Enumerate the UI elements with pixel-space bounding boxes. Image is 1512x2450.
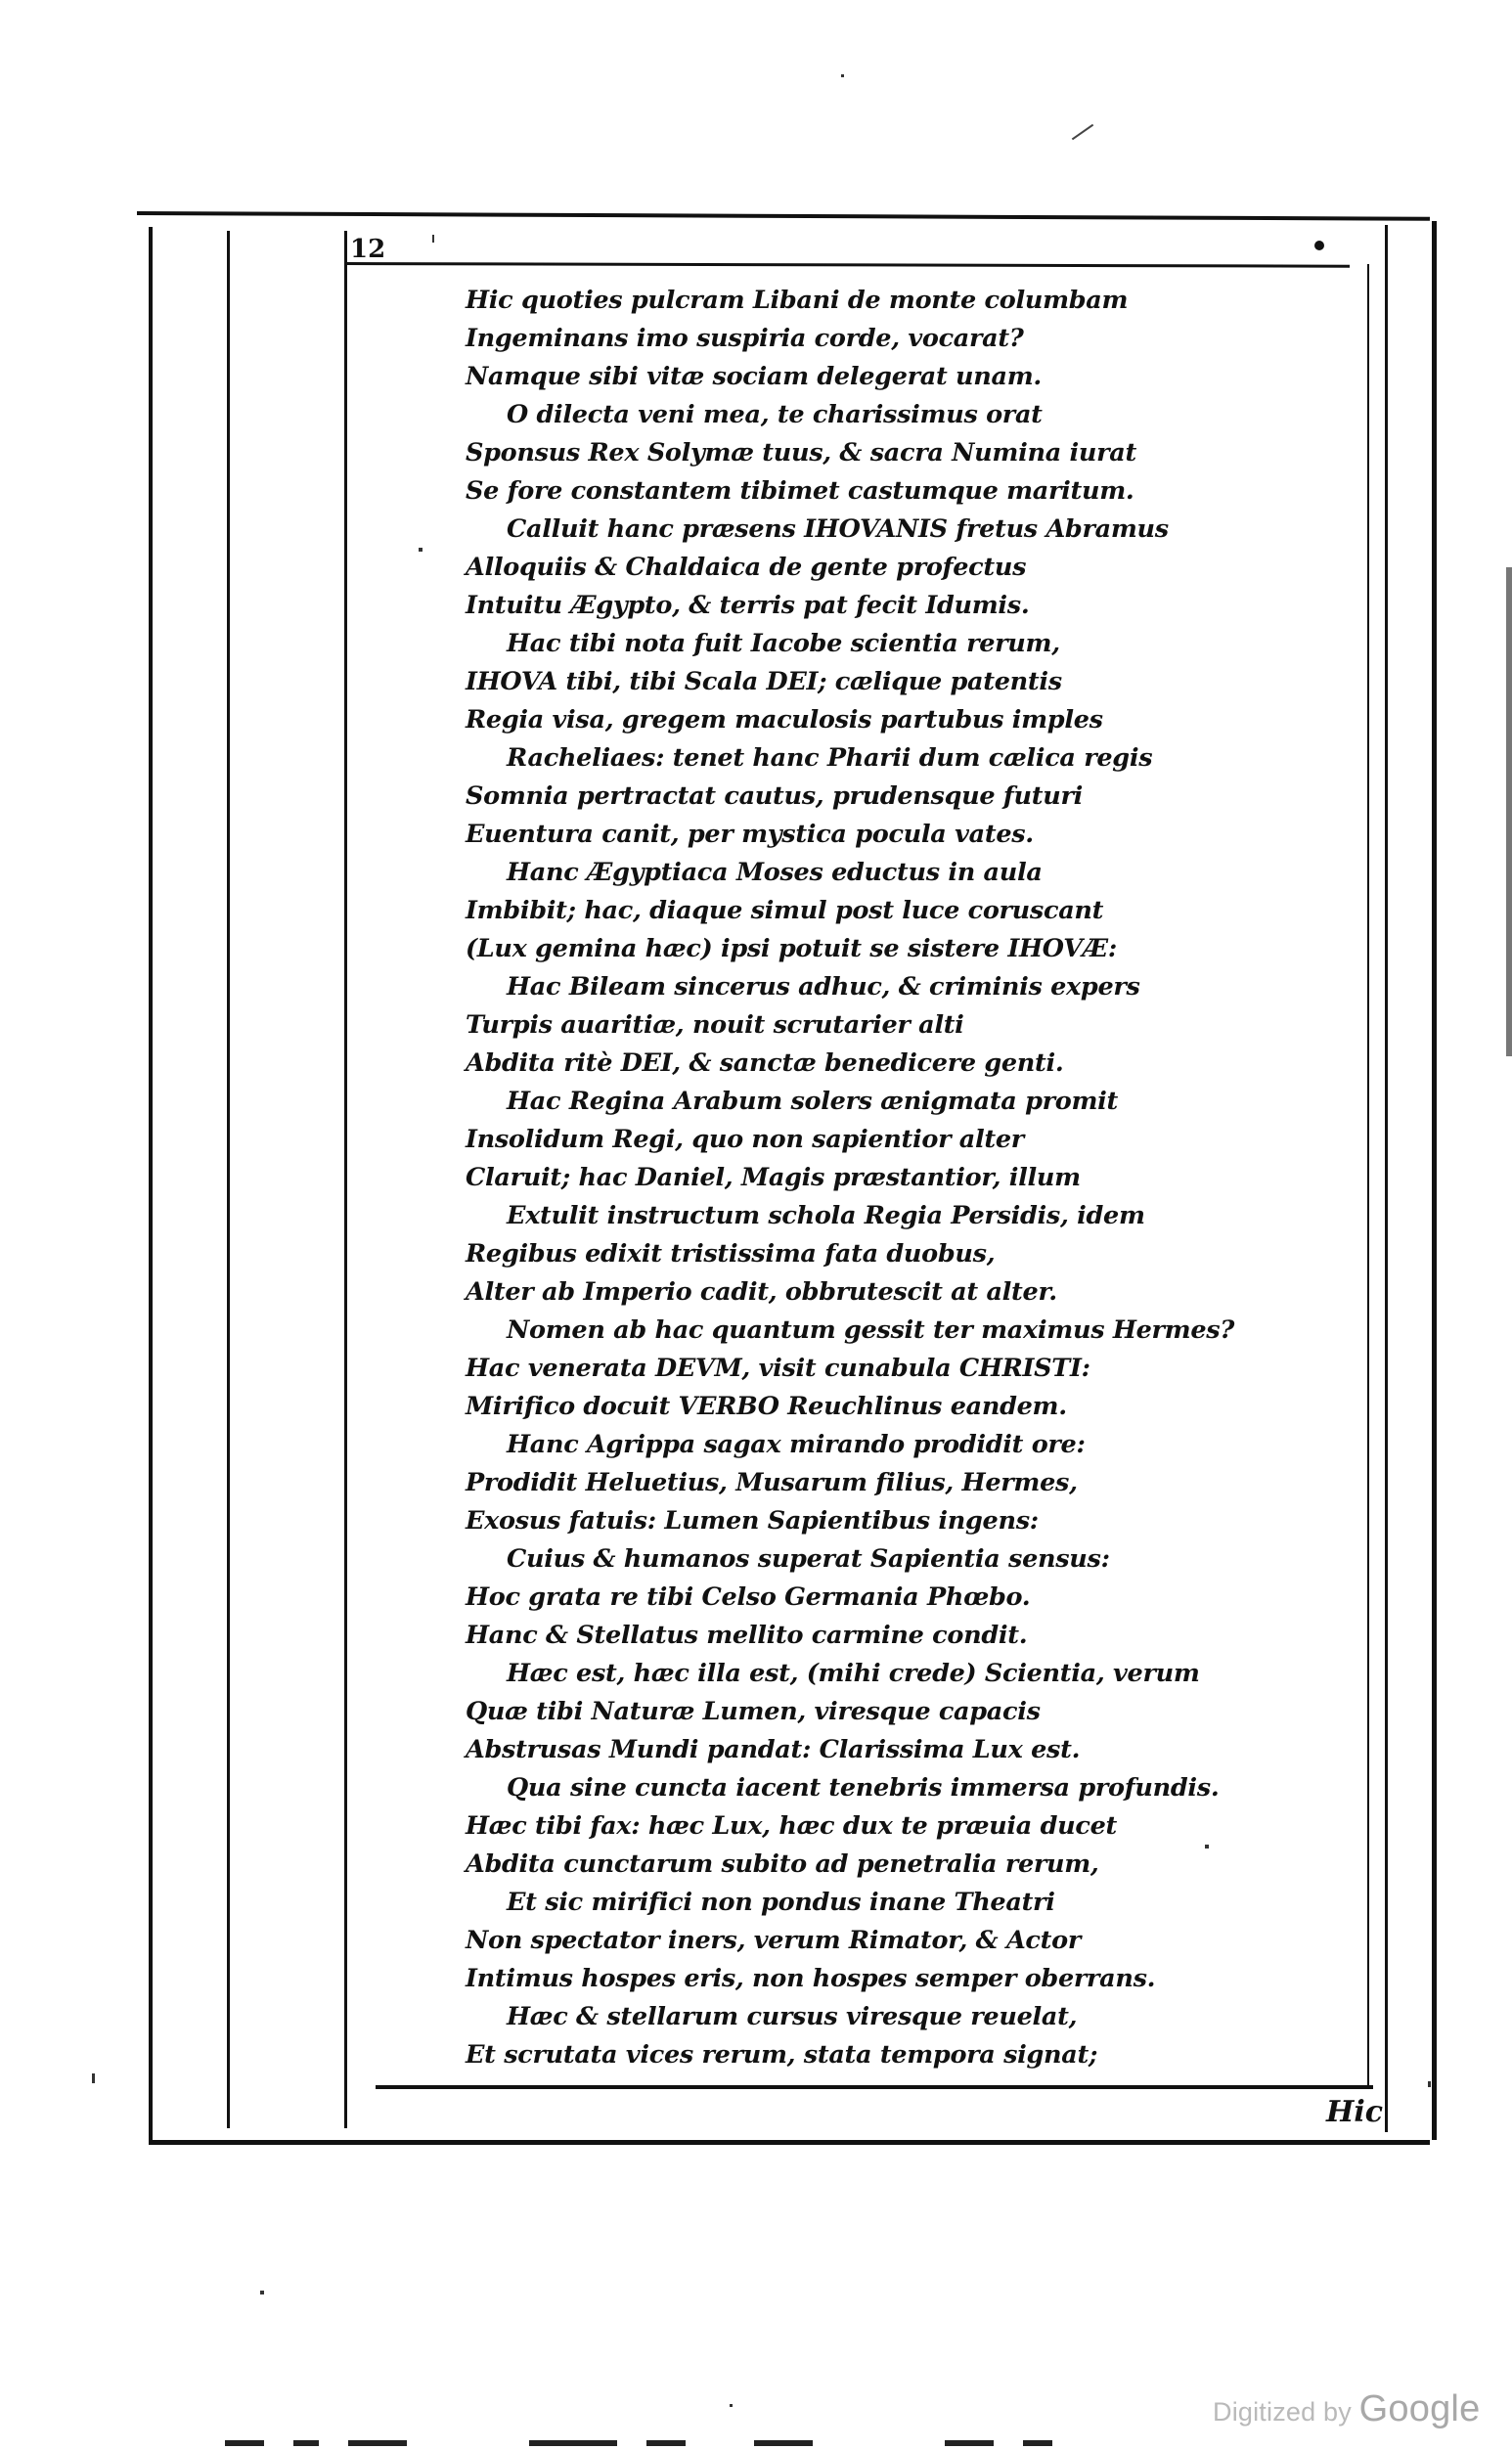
catchword: Hic	[1326, 2095, 1384, 2129]
outer-bottom-rule	[149, 2140, 1430, 2145]
left-margin-rule-inner	[344, 231, 347, 2128]
left-margin-rule-outer	[149, 227, 153, 2140]
scan-speck	[419, 548, 422, 552]
verse-line: Prodidit Heluetius, Musarum filius, Hermes,	[466, 1468, 1078, 1497]
google-logo: Google	[1358, 2388, 1481, 2429]
verse-line: Hæc est, hæc illa est, (mihi crede) Scientia, verum	[507, 1659, 1200, 1688]
scan-speck	[841, 74, 844, 77]
verse-line: Intimus hospes eris, non hospes semper oberrans.	[466, 1964, 1156, 1993]
verse-line: Extulit instructum schola Regia Persidis, idem	[507, 1201, 1145, 1230]
verse-line: Sponsus Rex Solymæ tuus, & sacra Numina iurat	[466, 438, 1136, 468]
right-margin-rule-outer	[1432, 221, 1437, 2140]
text-block-right-rule	[1367, 264, 1369, 2087]
verse-line: Regia visa, gregem maculosis partubus imples	[466, 705, 1103, 735]
verse-line: O dilecta veni mea, te charissimus orat	[507, 400, 1043, 429]
verse-line: Calluit hanc præsens IHOVANIS fretus Abramus	[507, 514, 1169, 544]
verse-line: Hæc & stellarum cursus viresque reuelat,	[507, 2002, 1078, 2031]
digitized-watermark	[1213, 2388, 1480, 2430]
verse-line: Ingeminans imo suspiria corde, vocarat?	[466, 324, 1024, 353]
verse-line: Hac Bileam sincerus adhuc, & criminis expers	[507, 972, 1140, 1002]
header-rule	[344, 262, 1350, 268]
verse-line: IHOVA tibi, tibi Scala DEI; cælique patentis	[466, 667, 1062, 696]
verse-line: Hæc tibi fax: hæc Lux, hæc dux te præuia ducet	[466, 1811, 1118, 1841]
left-margin-rule-middle	[227, 231, 230, 2128]
outer-top-rule	[137, 211, 1430, 221]
scan-speck	[432, 235, 434, 243]
verse-line: Hac Regina Arabum solers ænigmata promit	[507, 1087, 1119, 1116]
verse-block	[466, 282, 1346, 2074]
verse-line: Cuius & humanos superat Sapientia sensus:	[507, 1544, 1110, 1574]
scan-scratch	[1072, 124, 1093, 141]
scan-speck	[1205, 1845, 1209, 1849]
verse-line: Alloquiis & Chaldaica de gente profectus	[466, 553, 1027, 582]
verse-line: Abdita ritè DEI, & sanctæ benedicere genti.	[466, 1048, 1064, 1078]
verse-line: Hic quoties pulcram Libani de monte columbam	[466, 286, 1129, 315]
watermark-prefix: Digitized by	[1213, 2397, 1352, 2427]
verse-line: Nomen ab hac quantum gessit ter maximus Hermes?	[507, 1315, 1234, 1345]
scan-speck	[730, 2404, 733, 2407]
verse-line: Hac venerata DEVM, visit cunabula CHRISTI:	[466, 1354, 1090, 1383]
verse-line: Se fore constantem tibimet castumque maritum.	[466, 476, 1134, 506]
verse-line: Somnia pertractat cautus, prudensque futuri	[466, 781, 1084, 811]
verse-line: Alter ab Imperio cadit, obbrutescit at alter.	[466, 1277, 1057, 1307]
verse-line: Hanc Ægyptiaca Moses eductus in aula	[507, 858, 1043, 887]
verse-line: Non spectator iners, verum Rimator, & Actor	[466, 1926, 1081, 1955]
page-edge-shadow	[1506, 567, 1512, 1056]
verse-line: Exosus fatuis: Lumen Sapientibus ingens:	[466, 1506, 1039, 1536]
scan-speck	[1428, 2081, 1431, 2087]
verse-line: Abstrusas Mundi pandat: Clarissima Lux est.	[466, 1735, 1081, 1764]
verse-line: Turpis auaritiæ, nouit scrutarier alti	[466, 1010, 964, 1040]
verse-line: Racheliaes: tenet hanc Pharii dum cælica regis	[507, 743, 1153, 773]
verse-line: Et sic mirifici non pondus inane Theatri	[507, 1888, 1055, 1917]
verse-line: Et scrutata vices rerum, stata tempora signat;	[466, 2040, 1098, 2070]
verse-line: (Lux gemina hæc) ipsi potuit se sistere IHOVÆ:	[466, 934, 1117, 963]
verse-line: Claruit; hac Daniel, Magis præstantior, illum	[466, 1163, 1081, 1192]
verse-line: Mirifico docuit VERBO Reuchlinus eandem.	[466, 1392, 1067, 1421]
verse-line: Hac tibi nota fuit Iacobe scientia rerum,	[507, 629, 1060, 658]
scan-speck	[92, 2073, 95, 2083]
verse-line: Euentura canit, per mystica pocula vates.	[466, 820, 1034, 849]
verse-line: Namque sibi vitæ sociam delegerat unam.	[466, 362, 1042, 391]
verse-line: Intuitu Ægypto, & terris pat fecit Idumis.	[466, 591, 1030, 620]
verse-line: Hoc grata re tibi Celso Germania Phœbo.	[466, 1582, 1031, 1612]
footer-rule	[376, 2085, 1373, 2089]
right-margin-rule-inner	[1385, 225, 1388, 2132]
verse-line: Qua sine cuncta iacent tenebris immersa profundis.	[507, 1773, 1220, 1803]
verse-line: Quæ tibi Naturæ Lumen, viresque capacis	[466, 1697, 1041, 1726]
verse-line: Regibus edixit tristissima fata duobus,	[466, 1239, 996, 1269]
verse-line: Hanc Agrippa sagax mirando prodidit ore:	[507, 1430, 1086, 1459]
next-page-edge	[225, 2431, 1320, 2445]
page-number: 12	[350, 235, 386, 264]
verse-line: Insolidum Regi, quo non sapientior alter	[466, 1125, 1024, 1154]
verse-line: Abdita cunctarum subito ad penetralia rerum,	[466, 1849, 1099, 1879]
ornament-dot	[1314, 241, 1324, 250]
verse-line: Hanc & Stellatus mellito carmine condit.	[466, 1621, 1028, 1650]
scan-speck	[260, 2291, 264, 2294]
verse-line: Imbibit; hac, diaque simul post luce coruscant	[466, 896, 1104, 925]
